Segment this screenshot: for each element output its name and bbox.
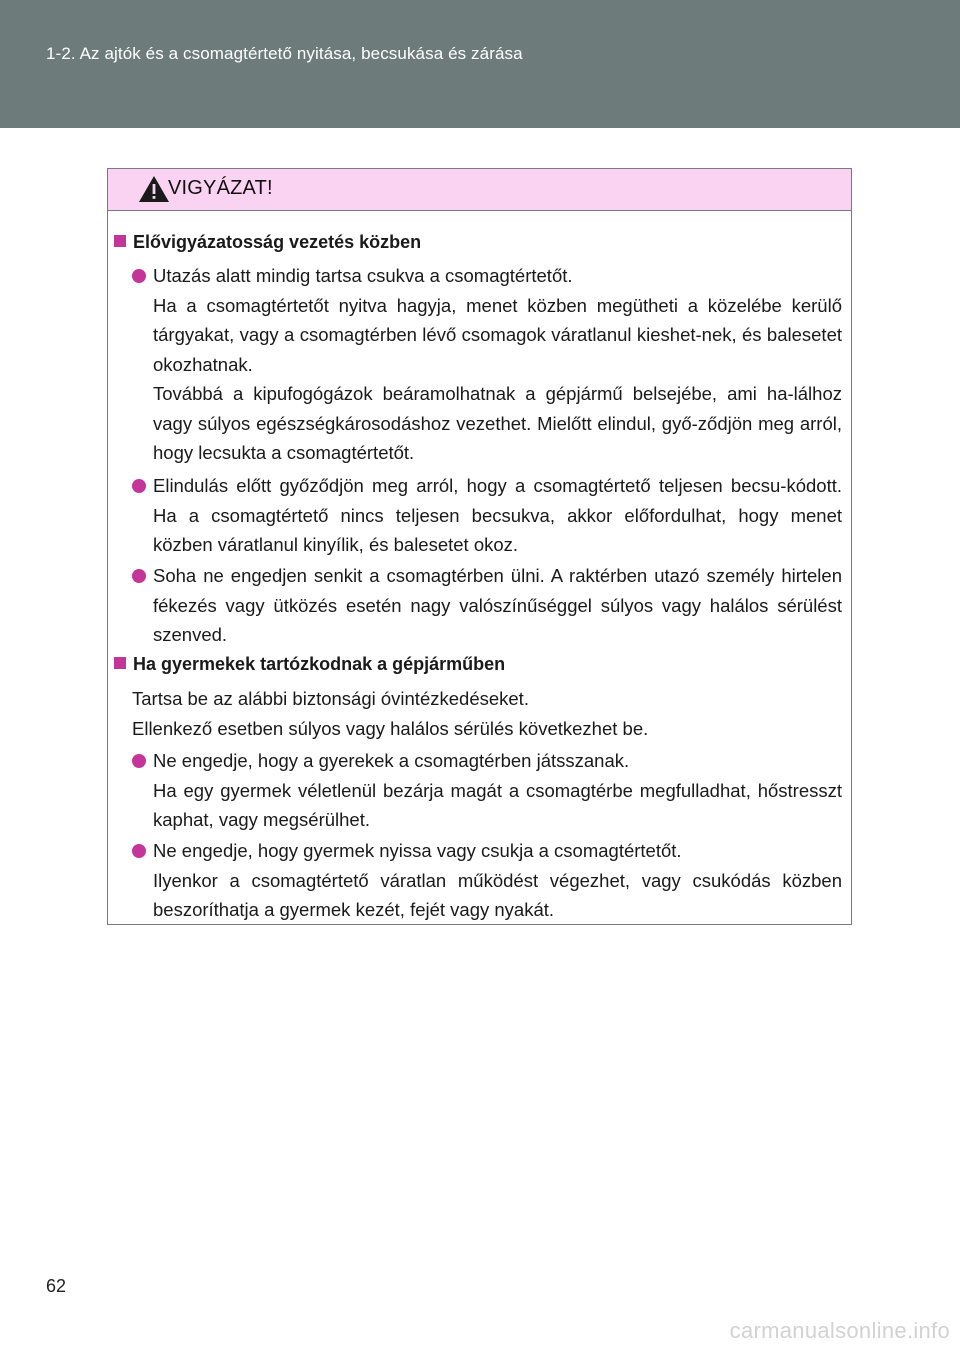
- paragraph: Ha a csomagtértetőt nyitva hagyja, menet közben megütheti a közelébe kerülő tárgyakat, vagy a csomagtérben lévő csomagok váratlanul kieshet-nek, és balesetet okozhatnak.: [153, 294, 842, 375]
- paragraph: Tartsa be az alábbi biztonsági óvintézkedéseket.: [132, 688, 529, 709]
- chapter-title: 1-2. Az ajtók és a csomagtértető nyitása, becsukása és zárása: [46, 44, 523, 63]
- paragraph: Utazás alatt mindig tartsa csukva a csomagtértetőt.: [153, 265, 573, 286]
- round-bullet-icon: [132, 269, 146, 283]
- paragraph: Ne engedje, hogy gyermek nyissa vagy csukja a csomagtértetőt.: [153, 840, 682, 861]
- section-heading-driving: Elővigyázatosság vezetés közben: [114, 227, 421, 257]
- round-bullet-icon: [132, 754, 146, 768]
- warning-triangle-icon: [138, 175, 170, 203]
- section-heading-children: Ha gyermekek tartózkodnak a gépjárműben: [114, 649, 505, 679]
- paragraph: Ha egy gyermek véletlenül bezárja magát a csomagtérbe megfulladhat, hőstresszt kaphat, vagy megsérülhet.: [153, 779, 842, 830]
- list-item: [132, 746, 842, 835]
- warning-title: VIGYÁZAT!: [168, 177, 273, 199]
- round-bullet-icon: [132, 844, 146, 858]
- list-item: [132, 561, 842, 650]
- watermark: carmanualsonline.info: [729, 1318, 950, 1343]
- paragraph: Ellenkező esetben súlyos vagy halálos sérülés következhet be.: [132, 717, 649, 739]
- round-bullet-icon: [132, 479, 146, 493]
- warning-header: [108, 169, 851, 211]
- round-bullet-icon: [132, 569, 146, 583]
- square-bullet-icon: [114, 235, 126, 247]
- paragraph: Továbbá a kipufogógázok beáramolhatnak a gépjármű belsejébe, ami ha-lálhoz vagy súlyos egészségkárosodáshoz vezethet. Mielőtt elindul, győ-ződjön meg arról, hogy lecsukta a csomagtértetőt.: [153, 383, 842, 463]
- warning-box: [107, 168, 852, 925]
- list-item: [132, 471, 842, 560]
- paragraph: Ne engedje, hogy a gyerekek a csomagtérben játsszanak.: [153, 750, 630, 771]
- list-item: [132, 836, 842, 925]
- square-bullet-icon: [114, 657, 126, 669]
- intro-text: [132, 684, 842, 743]
- paragraph: Ilyenkor a csomagtértető váratlan működést végezhet, vagy csukódás közben beszoríthatja a gyermek kezét, fejét vagy nyakát.: [153, 869, 842, 920]
- page-number: 62: [46, 1276, 67, 1296]
- paragraph: Elindulás előtt győződjön meg arról, hogy a csomagtértető teljesen becsu-kódott. Ha a csomagtértető nincs teljesen becsukva, akkor előfordulhat, hogy menet közben váratlanul kinyílik, és balesetet okoz.: [153, 475, 842, 555]
- list-item: [132, 261, 842, 468]
- page-header: [0, 0, 960, 128]
- paragraph: Soha ne engedjen senkit a csomagtérben ülni. A raktérben utazó személy hirtelen fékezés vagy ütközés esetén nagy valószínűséggel súlyos vagy halálos sérülést szenved.: [153, 565, 842, 645]
